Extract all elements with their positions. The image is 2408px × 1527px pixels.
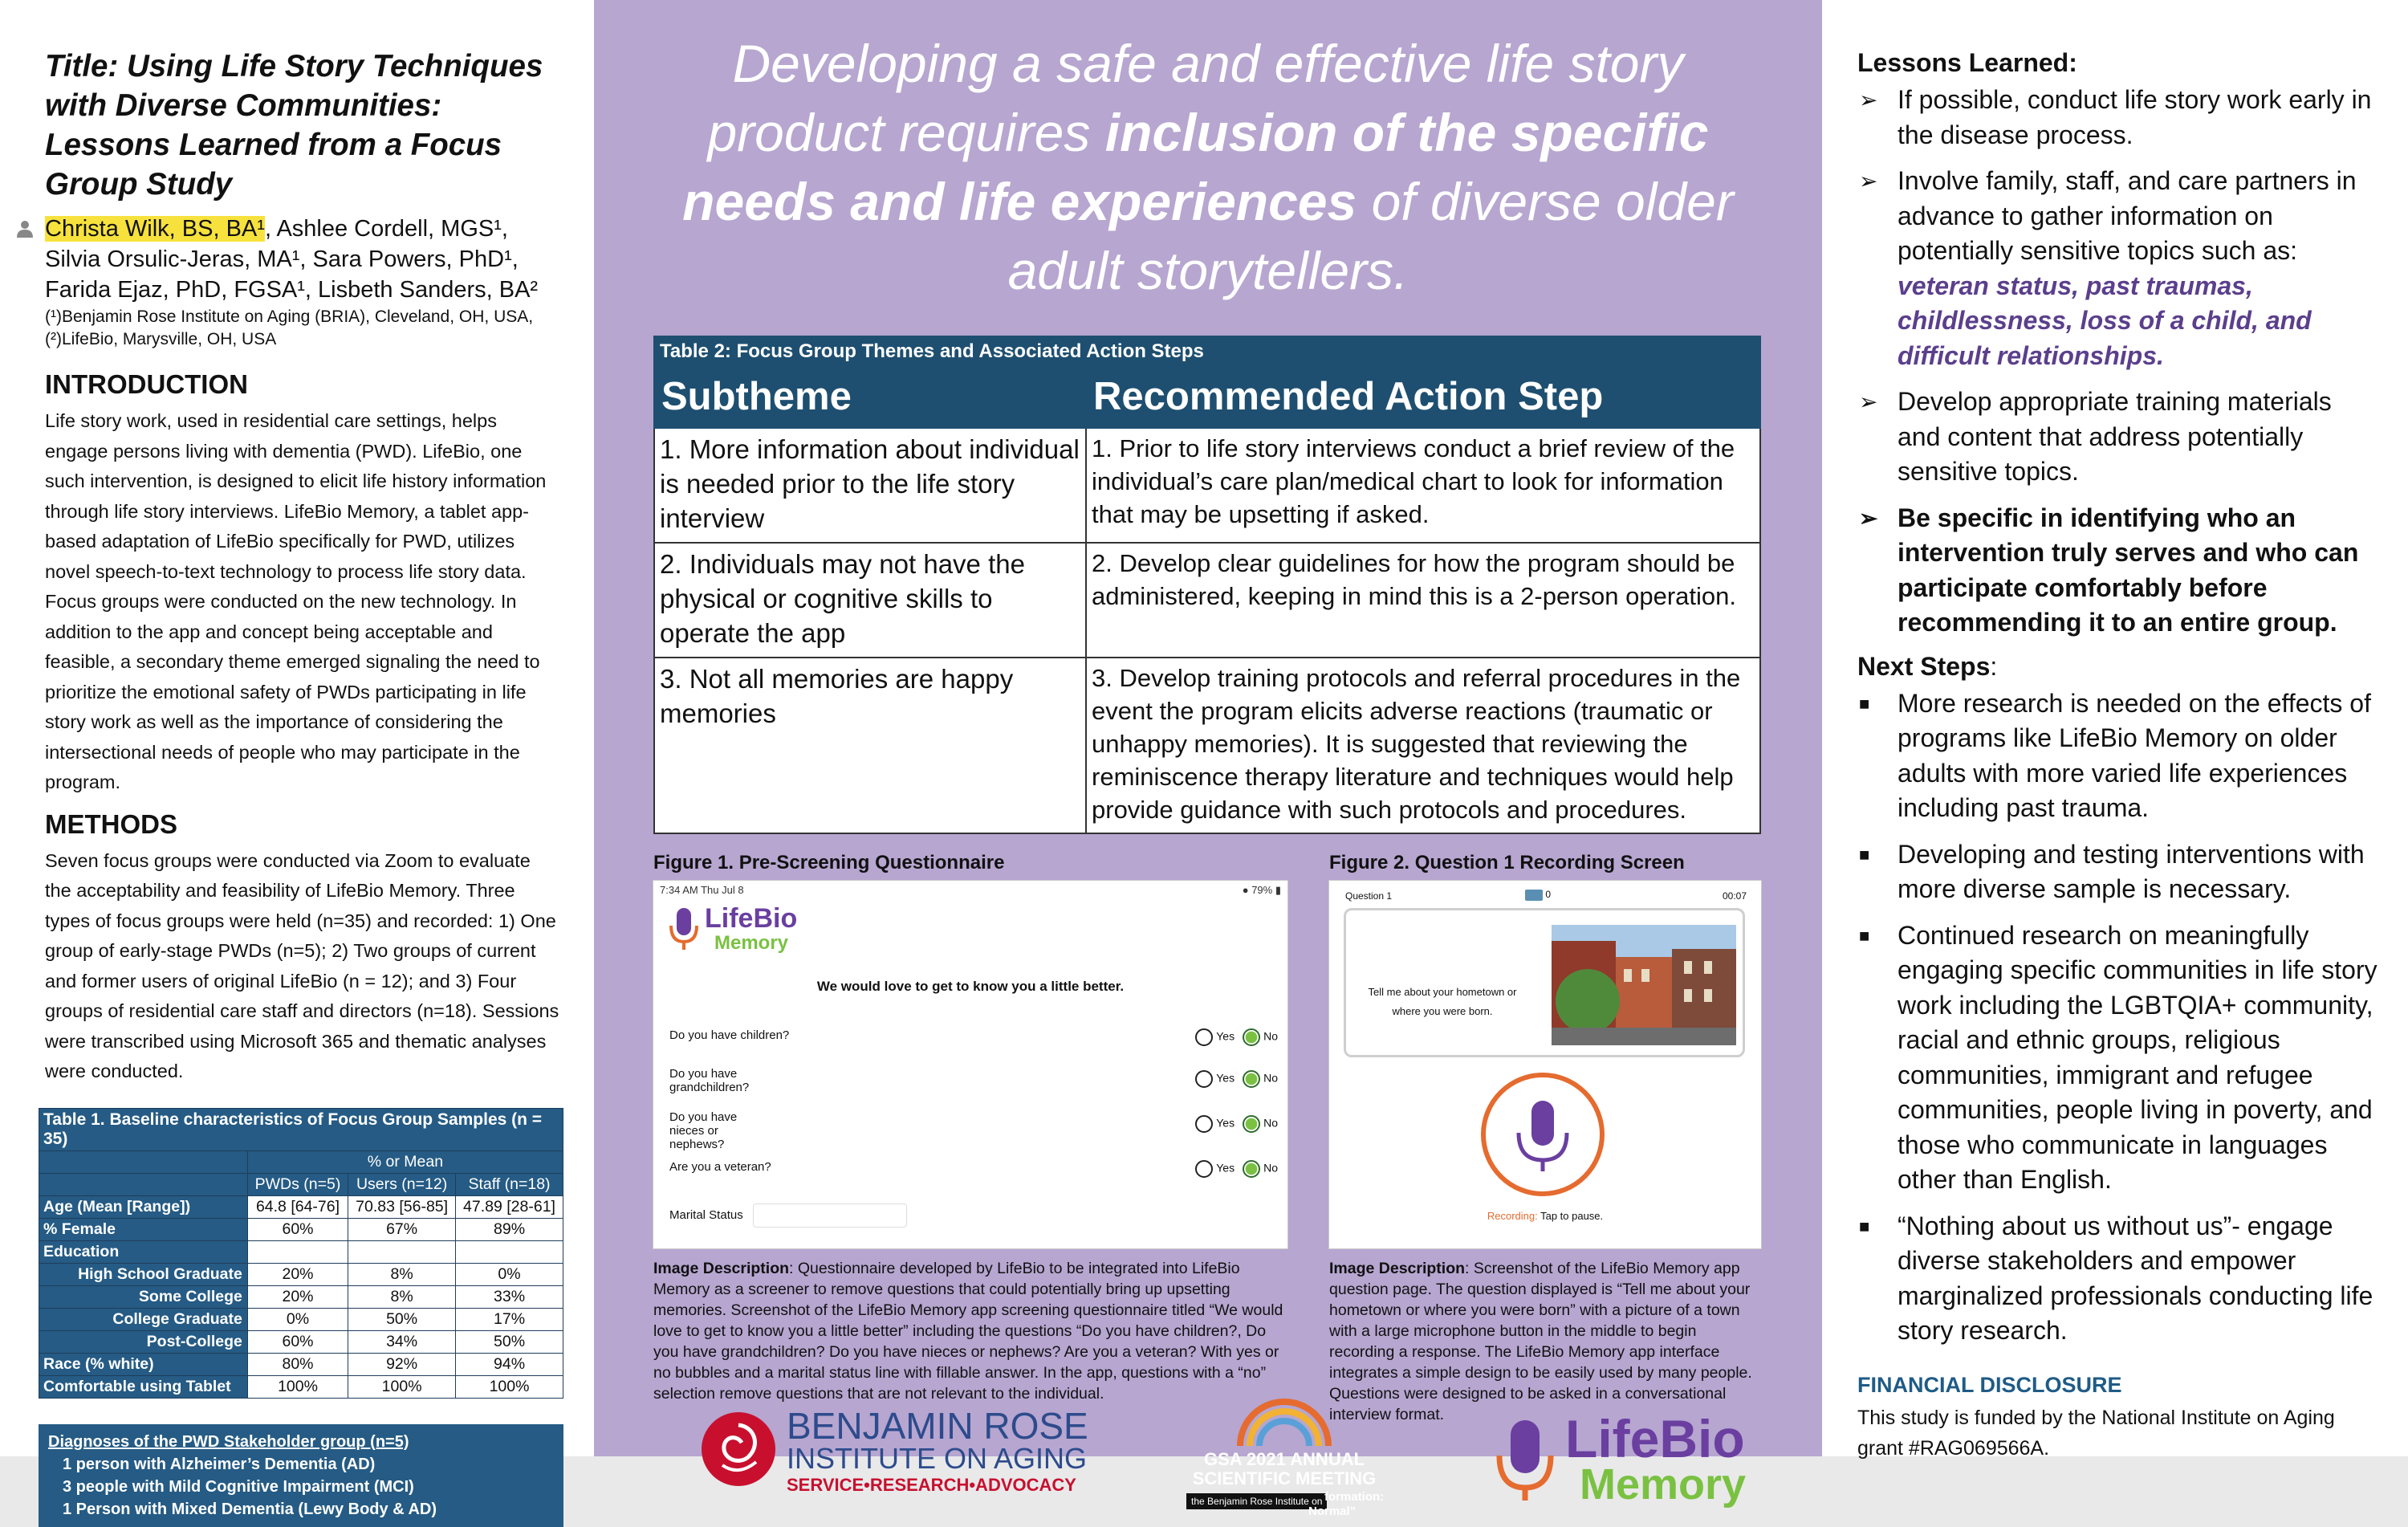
- key-message-part: Developing a safe and effective life story product requires: [707, 34, 1684, 162]
- yes-radio[interactable]: [1195, 1160, 1213, 1178]
- table1-cell: [456, 1240, 563, 1263]
- table1-row-label: Some College: [39, 1285, 248, 1308]
- next-steps-list: [1857, 686, 2379, 1349]
- lessons-learned-list: [1857, 83, 2379, 641]
- list-item: ➢ Be specific in identifying who an intervention truly serves and who can participate comfortably before recommending it to an entire group.: [1857, 501, 2379, 641]
- table1-cell: 67%: [348, 1218, 456, 1240]
- themes-table-wrap: [653, 336, 1761, 834]
- table1-cell: 94%: [456, 1353, 563, 1375]
- financial-disclosure-text: This study is funded by the National Institute on Aging grant #RAG069566A.: [1857, 1406, 2335, 1460]
- table-row: [39, 1353, 563, 1375]
- table1-cell: 17%: [456, 1308, 563, 1330]
- battery-indicator: ● 79% ▮: [1242, 884, 1281, 896]
- timer: 00:07: [1722, 890, 1747, 902]
- image-icon: [1525, 890, 1543, 901]
- table1-cell: 64.8 [64-76]: [247, 1195, 348, 1218]
- table1-cell: 34%: [348, 1330, 456, 1353]
- figure-2: [1329, 852, 1761, 1425]
- square-bullet-icon: ■: [1859, 925, 1870, 946]
- table1-cell: 100%: [456, 1375, 563, 1398]
- list-item: ➢ If possible, conduct life story work early in the disease process.: [1857, 83, 2379, 153]
- rose-icon: [698, 1409, 779, 1489]
- subtheme-cell: 2. Individuals may not have the physical or cognitive skills to operate the app: [654, 543, 1086, 658]
- themes-table: [653, 368, 1761, 834]
- table-row: [39, 1375, 563, 1398]
- table1-col: Staff (n=18): [456, 1173, 563, 1195]
- table1-row-label: % Female: [39, 1218, 248, 1240]
- status-time: 7:34 AM Thu Jul 8: [660, 884, 744, 896]
- figure-1-title: Figure 1. Pre-Screening Questionnaire: [653, 852, 1005, 873]
- table-row: [654, 543, 1760, 658]
- list-item: ■ Developing and testing interventions with more diverse sample is necessary.: [1857, 837, 2379, 907]
- table1-caption: Table 1. Baseline characteristics of Focus Group Samples (n = 35): [39, 1108, 563, 1150]
- questionnaire-prompt: We would love to get to know you a little better.: [816, 979, 1125, 994]
- diagnosis-item: 1 Person with Mixed Dementia (Lewy Body & AD): [63, 1500, 437, 1518]
- diagnosis-item: 3 people with Mild Cognitive Impairment (MCI): [63, 1477, 414, 1496]
- table1-row-label: Comfortable using Tablet: [39, 1375, 248, 1398]
- no-radio[interactable]: [1243, 1070, 1260, 1088]
- subtheme-cell: 1. More information about individual is needed prior to the life story interview: [654, 428, 1086, 543]
- key-message-emphasis: inclusion of the specific needs and life experiences: [682, 103, 1709, 231]
- table-row: [39, 1240, 563, 1263]
- yes-radio[interactable]: [1195, 1028, 1213, 1046]
- table1-cell: 60%: [247, 1218, 348, 1240]
- table2-col-subtheme: Subtheme: [654, 369, 1086, 428]
- list-item: ■ More research is needed on the effects of programs like LifeBio Memory on older adults with more varied life experiences including past trauma.: [1857, 686, 2379, 826]
- table1-row-label: Age (Mean [Range]): [39, 1195, 248, 1218]
- table1-cell: [247, 1240, 348, 1263]
- table1-row-label: College Graduate: [39, 1308, 248, 1330]
- figure-2-description: Image Description: Screenshot of the LifeBio Memory app question page. The question displayed is “Tell me about your hometown or where you were born” with a picture of a town with a large microphone button in the middle to begin recording a response. The LifeBio Memory app interface integrates a simple design to be easily used by many people. Questions were designed to be asked in a conversational interview format.: [1329, 1260, 1752, 1423]
- next-steps-heading: Next Steps:: [1857, 651, 1998, 681]
- action-cell: 1. Prior to life story interviews conduct a brief review of the individual’s care plan/medical chart to look for information that may be upsetting if asked.: [1086, 428, 1760, 543]
- poster-title: Title: Using Life Story Techniques with Diverse Communities: Lessons Learned from a Focus Group Study: [45, 49, 543, 202]
- table1-cell: 8%: [348, 1285, 456, 1308]
- table1-cell: 0%: [247, 1308, 348, 1330]
- question-grandchildren: Do you have grandchildren?: [669, 1067, 750, 1094]
- yes-radio[interactable]: [1195, 1115, 1213, 1133]
- table1-cell: [348, 1240, 456, 1263]
- recording-screenshot: [1329, 881, 1761, 1248]
- methods-text: Seven focus groups were conducted via Zoom to evaluate the acceptability and feasibility of LifeBio Memory. Three types of focus groups were held (n=35) and recorded: 1) One group of early-stage PWDs (n=5); 2) Two groups of current and former users of original LifeBio (n = 12); and 3) Four groups of residential care staff and directors (n=18). Sessions were transcribed using Microsoft 365 and thematic analyses were conducted.: [45, 849, 559, 1081]
- arrow-bullet-icon: ➢: [1859, 389, 1878, 414]
- question-nieces: Do you have nieces or nephews?: [669, 1110, 738, 1151]
- table1-cell: 100%: [348, 1375, 456, 1398]
- middle-column: [594, 0, 1822, 1518]
- table1-row-label: Race (% white): [39, 1353, 248, 1375]
- table1-cell: 89%: [456, 1218, 563, 1240]
- table1-body: [39, 1195, 563, 1398]
- introduction-text: Life story work, used in residential care settings, helps engage persons living with dementia (PWD). LifeBio, one such intervention, is designed to elicit life history information through life story interviews. LifeBio Memory, a tablet app-based adaptation of LifeBio specifically for PWD, utilizes novel speech-to-text technology to process life story data. Focus groups were conducted on the new technology. In addition to the app and concept being acceptable and feasible, a secondary theme emerged signaling the need to prioritize the emotional safety of PWDs participating in life story work as well as the importance of considering the intersectional needs of people who may participate in the program.: [45, 410, 547, 792]
- table-row: [654, 658, 1760, 833]
- record-microphone-icon[interactable]: [1479, 1070, 1607, 1199]
- affiliation-1: (¹)Benjamin Rose Institute on Aging (BRIA), Cleveland, OH, USA,: [45, 307, 534, 326]
- table1-row-label: Education: [39, 1240, 248, 1263]
- table1-span-header: % or Mean: [247, 1150, 563, 1173]
- lessons-learned-heading: Lessons Learned:: [1857, 48, 2077, 77]
- table-row: [39, 1218, 563, 1240]
- table-row: [39, 1308, 563, 1330]
- figure-2-title: Figure 2. Question 1 Recording Screen: [1329, 852, 1685, 873]
- introduction-heading: INTRODUCTION: [45, 369, 248, 399]
- table1-cell: 92%: [348, 1353, 456, 1375]
- lifebio-memory-logo: LifeBio Memory: [1493, 1412, 1758, 1509]
- diagnosis-item: 1 person with Alzheimer’s Dementia (AD): [63, 1455, 376, 1473]
- square-bullet-icon: ■: [1859, 1215, 1870, 1236]
- table1-cell: 20%: [247, 1263, 348, 1285]
- list-item: ➢ Develop appropriate training materials and content that address potentially sensitive topics.: [1857, 385, 2379, 490]
- arrow-bullet-icon: ➢: [1859, 169, 1878, 193]
- questionnaire-screenshot: 7:34 AM Thu Jul 8 ● 79% ▮ LifeBio Memory We would love to get to know you a little better. Do you have children? Yes No Do you have grandchildren? Yes No Do you have nieces or nephews? Yes No Are you a veteran? Yes No Marital Status: [653, 881, 1287, 1248]
- microphone-logo-icon: [1493, 1415, 1557, 1504]
- table1-cell: 50%: [456, 1330, 563, 1353]
- square-bullet-icon: ■: [1859, 693, 1870, 714]
- table1-cell: 70.83 [56-85]: [348, 1195, 456, 1218]
- financial-disclosure-heading: FINANCIAL DISCLOSURE: [1857, 1372, 2122, 1397]
- question-veteran: Are you a veteran? Yes No: [669, 1160, 1278, 1174]
- image-counter: 0: [1525, 889, 1551, 901]
- right-column: [1822, 0, 2408, 1460]
- table1-row-label: Post-College: [39, 1330, 248, 1353]
- recording-status: Recording: Tap to pause.: [1487, 1210, 1604, 1222]
- square-bullet-icon: ■: [1859, 844, 1870, 865]
- diagnoses-title: Diagnoses of the PWD Stakeholder group (n=5): [48, 1432, 409, 1451]
- table-row: [39, 1330, 563, 1353]
- table2-caption: Table 2: Focus Group Themes and Associated Action Steps: [653, 336, 1761, 368]
- key-message: [642, 29, 1774, 305]
- table1-cell: 100%: [247, 1375, 348, 1398]
- hometown-photo: [1552, 925, 1736, 1045]
- table1-col: Users (n=12): [348, 1173, 456, 1195]
- question-label: Question 1: [1345, 890, 1393, 902]
- left-column: [0, 0, 594, 1518]
- question-card: [1344, 908, 1745, 1057]
- affiliation-2: (²)LifeBio, Marysville, OH, USA: [45, 330, 277, 348]
- list-item: ■ “Nothing about us without us”- engage diverse stakeholders and empower marginalized professionals conducting life story research.: [1857, 1209, 2379, 1349]
- table1-cell: 8%: [348, 1263, 456, 1285]
- microphone-logo-icon: [668, 905, 700, 953]
- co-authors: , Ashlee Cordell, MGS¹, Silvia Orsulic-Jeras, MA¹, Sara Powers, PhD¹, Farida Ejaz, PhD, FGSA¹, Lisbeth Sanders, BA²: [45, 216, 539, 303]
- author-list: [45, 214, 562, 305]
- table-row: [654, 428, 1760, 543]
- action-cell: 3. Develop training protocols and referral procedures in the event the program elicits adverse reactions (traumatic or unhappy memories). It is suggested that reviewing the reminiscence therapy literature and techniques would help provide guidance with such protocols and procedures.: [1086, 658, 1760, 833]
- rainbow-arc-icon: [1232, 1396, 1336, 1446]
- table1-col: PWDs (n=5): [247, 1173, 348, 1195]
- table1-row-label: High School Graduate: [39, 1263, 248, 1285]
- action-cell: 2. Develop clear guidelines for how the program should be administered, keeping in mind this is a 2-person operation.: [1086, 543, 1760, 658]
- figures-row: [642, 834, 1774, 1518]
- subtheme-cell: 3. Not all memories are happy memories: [654, 658, 1086, 833]
- figure-1-description: Image Description: Questionnaire developed by LifeBio to be integrated into LifeBio Memory as a screener to remove questions that could potentially bring up upsetting memories. Screenshot of the LifeBio Memory app screening questionnaire titled “We would love to get to know you a little better” including the questions “Do you have children?, Do you have grandchildren? Do you have nieces or nephews? Are you a veteran? With yes or no bubbles and a marital status line with fillable answer. In the app, questions with a “no” selection remove questions that are not relevant to the individual.: [653, 1260, 1283, 1403]
- gsa-meeting-logo: GSA 2021 ANNUAL SCIENTIFIC MEETING the Benjamin Rose Institute on formation: Normal”: [1164, 1396, 1405, 1509]
- figure-1: [653, 852, 1287, 1404]
- methods-heading: METHODS: [45, 808, 177, 839]
- status-bar: [660, 884, 1281, 896]
- table1-cell: 50%: [348, 1308, 456, 1330]
- table-row: [39, 1285, 563, 1308]
- table1-cell: 60%: [247, 1330, 348, 1353]
- presenting-author: Christa Wilk, BS, BA¹: [45, 216, 265, 242]
- lifebio-logo-text: LifeBio: [705, 903, 798, 934]
- arrow-bullet-icon: ➢: [1859, 505, 1878, 531]
- memory-logo-text: Memory: [714, 932, 789, 954]
- question-children: Do you have children? Yes No: [669, 1028, 1278, 1042]
- baseline-table: [39, 1108, 563, 1399]
- diagnoses-box: [39, 1424, 563, 1527]
- table2-col-action: Recommended Action Step: [1086, 369, 1760, 428]
- table1-cell: 0%: [456, 1263, 563, 1285]
- no-radio[interactable]: [1243, 1160, 1260, 1178]
- no-radio[interactable]: [1243, 1028, 1260, 1046]
- table-row: [39, 1263, 563, 1285]
- yes-radio[interactable]: [1195, 1070, 1213, 1088]
- key-message-part: of diverse older adult storytellers.: [1007, 172, 1734, 300]
- marital-status-row: Marital Status: [669, 1203, 1278, 1228]
- benjamin-rose-logo: BENJAMIN ROSE INSTITUTE ON AGING SERVICE•RESEARCH•ADVOCACY: [698, 1409, 1116, 1497]
- table-row: [39, 1195, 563, 1218]
- marital-status-field[interactable]: [753, 1203, 907, 1228]
- no-radio[interactable]: [1243, 1115, 1260, 1133]
- list-item: ➢ Involve family, staff, and care partners in advance to gather information on potentially sensitive topics such as: veteran status, past traumas, childlessness, loss of a child, and difficult relationships.: [1857, 164, 2379, 373]
- table1-cell: 20%: [247, 1285, 348, 1308]
- list-item: ■ Continued research on meaningfully engaging specific communities in life story work including the LGBTQIA+ community, racial and ethnic groups, religious communities, immigrant and refugee communities, people living in poverty, and those who communicate in languages other than English.: [1857, 918, 2379, 1198]
- person-icon: [16, 220, 34, 238]
- question-text: Tell me about your hometown or where you were born.: [1368, 986, 1517, 1017]
- table1-cell: 33%: [456, 1285, 563, 1308]
- table1-cell: 80%: [247, 1353, 348, 1375]
- table1-cell: 47.89 [28-61]: [456, 1195, 563, 1218]
- arrow-bullet-icon: ➢: [1859, 88, 1878, 112]
